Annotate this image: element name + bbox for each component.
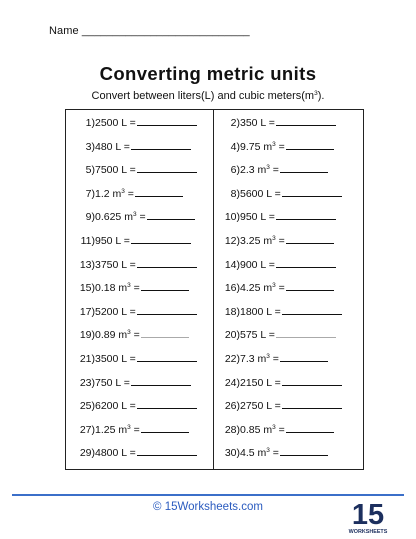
logo-number: 15 — [351, 499, 385, 531]
question-number: 26) — [224, 400, 240, 413]
question-value: 3500 L = — [95, 353, 136, 365]
question-value: 900 L = — [240, 258, 275, 271]
logo-word: WORKSHEETS — [348, 529, 388, 535]
right-question — [215, 305, 362, 318]
question-number: 16) — [224, 282, 240, 295]
unit-superscript: 3 — [266, 447, 270, 455]
worksheet-instructions — [0, 90, 416, 102]
equals-sign: = — [136, 211, 146, 224]
answer-blank[interactable] — [137, 446, 197, 456]
instructions-superscript: 3 — [314, 90, 318, 97]
question-value: 4800 L = — [95, 447, 136, 460]
answer-blank[interactable] — [137, 258, 197, 268]
left-question — [66, 140, 213, 153]
question-number: 18) — [224, 305, 240, 318]
question-value: 7500 L = — [95, 164, 136, 177]
answer-blank[interactable] — [282, 305, 342, 315]
equals-sign: = — [275, 282, 285, 295]
right-question — [215, 187, 362, 200]
answer-blank[interactable] — [276, 328, 336, 338]
question-value: 350 L = — [240, 117, 275, 129]
answer-blank[interactable] — [131, 140, 191, 150]
question-number: 19) — [79, 329, 95, 342]
question-number: 1) — [85, 117, 95, 129]
question-value: 750 L = — [95, 376, 130, 389]
right-question — [215, 376, 362, 389]
question-number: 29) — [79, 447, 95, 460]
unit-superscript: 3 — [266, 353, 270, 360]
left-question — [66, 399, 213, 412]
question-value: 575 L = — [240, 329, 275, 342]
equals-sign: = — [269, 164, 279, 177]
question-value: 950 L = — [240, 211, 275, 224]
answer-blank[interactable] — [276, 210, 336, 220]
question-number: 17) — [79, 305, 95, 318]
question-number: 28) — [224, 423, 240, 436]
left-question — [66, 187, 213, 200]
answer-blank[interactable] — [282, 376, 342, 386]
question-number: 7) — [85, 187, 95, 200]
left-question-column — [66, 110, 213, 469]
question-value: 0.625 m — [95, 211, 133, 224]
question-value: 2.3 m — [240, 164, 267, 177]
question-number: 3) — [85, 140, 95, 153]
answer-blank[interactable] — [137, 116, 197, 126]
left-question — [66, 423, 213, 436]
unit-superscript: 3 — [121, 187, 125, 195]
answer-blank[interactable] — [137, 163, 197, 173]
equals-sign: = — [275, 140, 285, 153]
unit-superscript: 3 — [272, 235, 276, 242]
answer-blank[interactable] — [131, 234, 191, 244]
answer-blank[interactable] — [286, 423, 334, 433]
equals-sign: = — [130, 329, 140, 342]
question-number: 5) — [85, 164, 95, 177]
unit-superscript: 3 — [272, 140, 276, 148]
answer-blank[interactable] — [286, 281, 334, 291]
left-question — [66, 376, 213, 389]
question-number: 25) — [79, 400, 95, 413]
question-number: 24) — [224, 376, 240, 389]
answer-blank[interactable] — [137, 305, 197, 315]
question-value: 7.3 m — [240, 353, 267, 365]
right-question — [215, 446, 362, 459]
question-value: 6200 L = — [95, 400, 136, 413]
left-question — [66, 163, 213, 176]
answer-blank[interactable] — [141, 328, 189, 338]
right-question — [215, 163, 362, 176]
question-number: 2) — [230, 117, 240, 129]
question-number: 14) — [224, 258, 240, 271]
left-question — [66, 258, 213, 271]
answer-blank[interactable] — [286, 234, 334, 244]
unit-superscript: 3 — [272, 423, 276, 431]
question-value: 2150 L = — [240, 376, 281, 389]
questions-table — [65, 109, 364, 470]
equals-sign: = — [130, 423, 140, 436]
left-question — [66, 281, 213, 294]
footer-rule — [12, 494, 404, 496]
footer-copyright[interactable]: © 15Worksheets.com — [153, 501, 263, 513]
question-number: 8) — [230, 187, 240, 200]
right-question — [215, 116, 362, 129]
question-number: 30) — [224, 447, 240, 460]
left-question — [66, 352, 213, 365]
answer-blank[interactable] — [276, 116, 336, 126]
right-question — [215, 210, 362, 223]
question-number: 4) — [230, 140, 240, 153]
question-value: 1800 L = — [240, 305, 281, 318]
question-number: 23) — [79, 376, 95, 389]
right-question — [215, 281, 362, 294]
question-value: 0.85 m — [240, 423, 273, 436]
left-question — [66, 446, 213, 459]
question-value: 1.25 m — [95, 423, 128, 436]
question-number: 22) — [224, 353, 240, 365]
answer-blank[interactable] — [137, 352, 197, 362]
answer-blank[interactable] — [282, 187, 342, 197]
unit-superscript: 3 — [127, 282, 131, 290]
question-number: 6) — [230, 164, 240, 177]
question-value: 3.25 m — [240, 235, 273, 247]
equals-sign: = — [130, 282, 140, 295]
worksheet-title: Converting metric units — [99, 63, 317, 84]
question-value: 5200 L = — [95, 305, 136, 318]
unit-superscript: 3 — [272, 282, 276, 290]
answer-blank[interactable] — [280, 446, 328, 456]
right-question — [215, 258, 362, 271]
left-question — [66, 234, 213, 247]
answer-blank[interactable] — [280, 352, 328, 362]
question-number: 12) — [224, 235, 240, 247]
equals-sign: = — [124, 187, 134, 200]
answer-blank[interactable] — [282, 399, 342, 409]
question-value: 950 L = — [95, 235, 130, 247]
question-value: 0.89 m — [95, 329, 128, 342]
left-question — [66, 116, 213, 129]
answer-blank[interactable] — [135, 187, 183, 197]
answer-blank[interactable] — [131, 376, 191, 386]
right-question — [215, 140, 362, 153]
left-question — [66, 210, 213, 223]
right-question — [215, 399, 362, 412]
unit-superscript: 3 — [132, 211, 137, 219]
question-number: 13) — [79, 258, 95, 271]
question-value: 1.2 m — [95, 187, 122, 200]
equals-sign: = — [275, 423, 285, 436]
instructions-text: Convert between liters(L) and cubic meters(m — [91, 90, 315, 102]
right-question — [215, 328, 362, 341]
equals-sign: = — [275, 235, 285, 247]
question-value: 0.18 m — [95, 282, 128, 295]
answer-blank[interactable] — [276, 258, 336, 268]
15worksheets-logo — [348, 497, 388, 535]
unit-superscript: 3 — [127, 329, 131, 337]
answer-blank[interactable] — [280, 163, 328, 173]
left-question — [66, 328, 213, 341]
question-value: 2500 L = — [95, 117, 136, 129]
right-question — [215, 423, 362, 436]
equals-sign: = — [269, 447, 279, 460]
unit-superscript: 3 — [266, 164, 270, 172]
question-number: 15) — [79, 282, 95, 295]
left-question — [66, 305, 213, 318]
question-value: 480 L = — [95, 140, 130, 153]
question-number: 11) — [80, 235, 95, 247]
question-number: 27) — [79, 423, 95, 436]
answer-blank[interactable] — [141, 423, 189, 433]
question-value: 5600 L = — [240, 187, 281, 200]
right-question — [215, 352, 362, 365]
right-question — [215, 234, 362, 247]
question-value: 3750 L = — [95, 258, 136, 271]
answer-blank[interactable] — [137, 399, 197, 409]
question-number: 9) — [85, 211, 95, 224]
question-value: 2750 L = — [240, 400, 281, 413]
equals-sign: = — [269, 353, 279, 365]
question-number: 20) — [224, 329, 240, 342]
question-number: 10) — [224, 211, 240, 224]
question-value: 9.75 m — [240, 140, 273, 153]
answer-blank[interactable] — [141, 281, 189, 291]
right-question-column — [215, 110, 362, 469]
answer-blank[interactable] — [147, 210, 195, 220]
question-value: 4.5 m — [240, 447, 267, 460]
question-value: 4.25 m — [240, 282, 273, 295]
instructions-end: ). — [317, 90, 325, 102]
unit-superscript: 3 — [127, 423, 131, 431]
answer-blank[interactable] — [286, 140, 334, 150]
question-number: 21) — [79, 353, 95, 365]
name-field: Name ___________________________ — [49, 25, 250, 37]
